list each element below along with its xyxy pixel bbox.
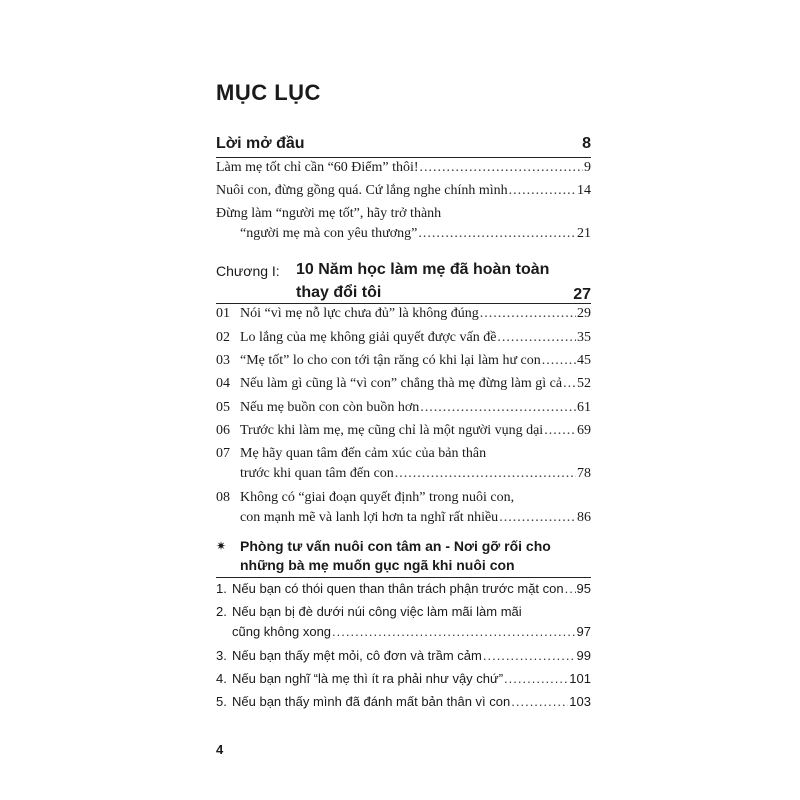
toc-entry[interactable]: Làm mẹ tốt chỉ cần “60 Điểm” thôi! ..... 9: [216, 160, 591, 176]
leader-dots: [497, 330, 576, 346]
chapter-title-line2: thay đổi tôi: [296, 284, 382, 301]
leader-dots: [511, 694, 568, 710]
toc-entry[interactable]: trước khi quan tâm đến con ..... 78: [216, 466, 591, 482]
clinic-rule: [216, 577, 591, 578]
leader-dots: [483, 648, 576, 664]
toc-entry[interactable]: Nuôi con, đừng gồng quá. Cứ lắng nghe chính mình ..... 14: [216, 183, 591, 199]
leader-dots: [504, 671, 568, 687]
leader-dots: [565, 581, 576, 597]
toc-entry[interactable]: 03 “Mẹ tốt” lo cho con tới tận răng có khi lại làm hư con ..... 45: [216, 353, 591, 369]
clinic-title-line1: Phòng tư vấn nuôi con tâm an - Nơi gỡ rối cho: [240, 538, 551, 554]
leader-dots: [544, 423, 576, 439]
toc-entry[interactable]: 4. Nếu bạn nghĩ “là mẹ thì ít ra phải như vậy chứ” ..... 101: [216, 671, 591, 687]
preface-title: Lời mở đầu: [216, 135, 305, 152]
toc-entry[interactable]: “người mẹ mà con yêu thương” ..... 21: [216, 226, 591, 242]
toc-entry[interactable]: 05 Nếu mẹ buồn con còn buồn hơn ..... 61: [216, 400, 591, 416]
toc-entry[interactable]: 1. Nếu bạn có thói quen than thân trách phận trước mặt con ..... 95: [216, 581, 591, 597]
chapter-title-line1: 10 Năm học làm mẹ đã hoàn toàn: [296, 261, 550, 278]
leader-dots: [499, 510, 576, 526]
preface-page: 8: [582, 135, 591, 152]
leader-dots: [509, 183, 576, 199]
preface-rule: [216, 157, 591, 158]
leader-dots: [395, 466, 576, 482]
chapter-label: Chương I:: [216, 263, 280, 279]
chapter-page: 27: [573, 286, 591, 303]
toc-entry[interactable]: 3. Nếu bạn thấy mệt mỏi, cô đơn và trầm cảm ..... 99: [216, 648, 591, 664]
page-number: 4: [216, 742, 224, 757]
leader-dots: [542, 353, 576, 369]
toc-entry[interactable]: 06 Trước khi làm mẹ, mẹ cũng chỉ là một người vụng dại ..... 69: [216, 423, 591, 439]
toc-entry-line1[interactable]: 2. Nếu bạn bị đè dưới núi công việc làm mãi làm mãi: [216, 604, 522, 619]
toc-entry-line1[interactable]: 07 Mẹ hãy quan tâm đến cảm xúc của bản thân: [216, 446, 487, 461]
toc-entry[interactable]: 02 Lo lắng của mẹ không giải quyết được vấn đề ..... 35: [216, 330, 591, 346]
leader-dots: [480, 306, 576, 322]
toc-entry-line1[interactable]: 08 Không có “giai đoạn quyết định” trong nuôi con,: [216, 490, 515, 505]
toc-entry[interactable]: 04 Nếu làm gì cũng là “vì con” chẳng thà mẹ đừng làm gì cả ..... 52: [216, 376, 591, 392]
toc-entry[interactable]: cũng không xong ..... 97: [216, 624, 591, 640]
leader-dots: [563, 376, 576, 392]
clinic-title-line2: những bà mẹ muốn gục ngã khi nuôi con: [240, 557, 515, 573]
page-title: MỤC LỤC: [216, 80, 321, 105]
chapter-rule: [216, 303, 591, 304]
leader-dots: [420, 400, 576, 416]
toc-entry[interactable]: 01 Nói “vì mẹ nỗ lực chưa đủ” là không đúng ..... 29: [216, 306, 591, 322]
asterisk-icon: ✷: [216, 539, 227, 553]
toc-entry[interactable]: con mạnh mẽ và lanh lợi hơn ta nghĩ rất nhiều ..... 86: [216, 510, 591, 526]
preface-heading: [216, 135, 591, 153]
leader-dots: [418, 226, 576, 242]
toc-entry[interactable]: 5. Nếu bạn thấy mình đã đánh mất bản thân vì con ..... 103: [216, 694, 591, 710]
toc-entry-line1[interactable]: Đừng làm “người mẹ tốt”, hãy trở thành: [216, 206, 442, 221]
leader-dots: [332, 624, 576, 640]
leader-dots: [420, 160, 583, 176]
